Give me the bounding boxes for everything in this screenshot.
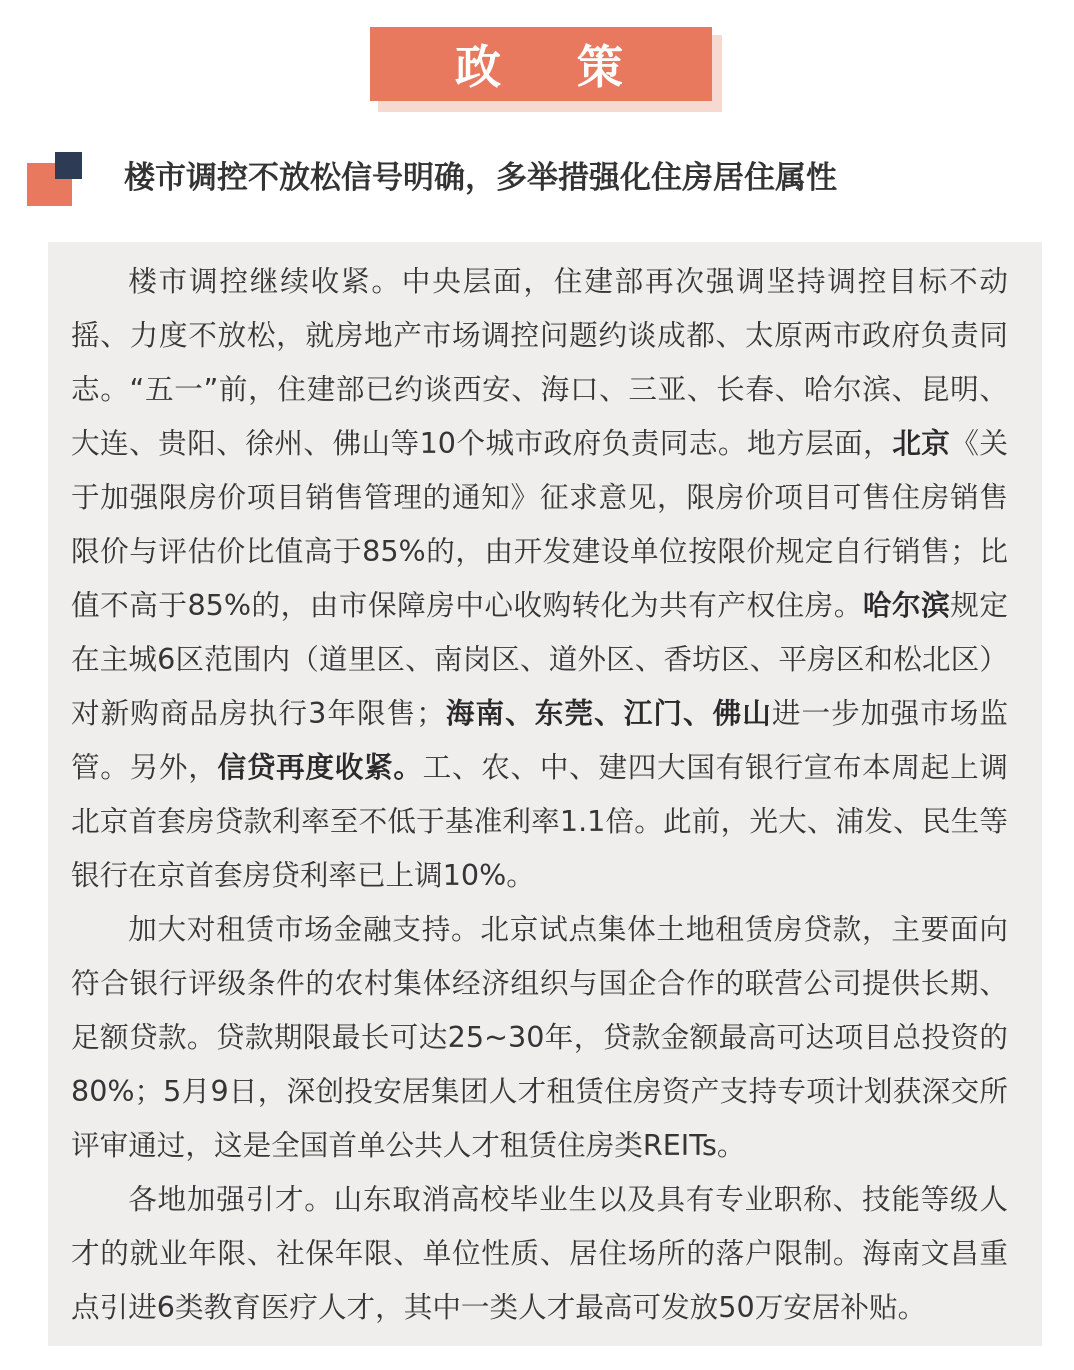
article-body [48, 242, 1042, 1346]
article-heading: 楼市调控不放松信号明确，多举措强化住房居住属性 [124, 160, 837, 196]
paragraph-1 [71, 254, 1008, 902]
section-banner [370, 27, 722, 112]
paragraph-text: 各地加强引才。山东取消高校毕业生以及具有专业职称、技能等级人才的就业年限、社保年限、单位性质、居住场所的落户限制。海南文昌重点引进6类教育医疗人才，其中一类人才最高可发放50万安居补贴。 [71, 1182, 1008, 1324]
paragraph-text: 进一步加强市场监管。另外， [71, 696, 1008, 784]
paragraph-text: 加大对租赁市场金融支持。北京试点集体土地租赁房贷款，主要面向符合银行评级条件的农村集体经济组织与国企合作的联营公司提供长期、足额贷款。贷款期限最长可达25~30年，贷款金额最高可达项目总投资的80%；5月9日，深创投安居集团人才租赁住房资产支持专项计划获深交所评审通过，这是全国首单公共人才租赁住房类REITs。 [71, 912, 1008, 1162]
paragraph-text: 工、农、中、建四大国有银行宣布本周起上调北京首套房贷款利率至不低于基准利率1.1倍。此前，光大、浦发、民生等银行在京首套房贷利率已上调10%。 [71, 750, 1008, 892]
highlight-harbin: 哈尔滨 [862, 588, 951, 622]
highlight-beijing: 北京 [892, 426, 951, 460]
highlight-cities: 海南、东莞、江门、佛山 [444, 696, 772, 730]
paragraph-text: 《关于加强限房价项目销售管理的通知》征求意见，限房价项目可售住房销售限价与评估价比值高于85%的，由开发建设单位按限价规定自行销售；比值不高于85%的，由市保障房中心收购转化为共有产权住房。 [71, 426, 1008, 622]
paragraph-3 [71, 1172, 1008, 1334]
heading-decoration-navy-square [55, 152, 82, 179]
paragraph-text: 规定在主城6区范围内（道里区、南岗区、道外区、香坊区、平房区和松北区）对新购商品房执行3年限售； [71, 588, 1008, 730]
paragraph-2 [71, 902, 1008, 1172]
highlight-credit-tightening: 信贷再度收紧。 [217, 750, 423, 784]
paragraph-text: 楼市调控继续收紧。中央层面，住建部再次强调坚持调控目标不动摇、力度不放松，就房地产市场调控问题约谈成都、太原两市政府负责同志。“五一”前，住建部已约谈西安、海口、三亚、长春、哈尔滨、昆明、大连、贵阳、徐州、佛山等10个城市政府负责同志。地方层面， [71, 264, 1008, 460]
banner-title: 政 策 [370, 27, 712, 101]
